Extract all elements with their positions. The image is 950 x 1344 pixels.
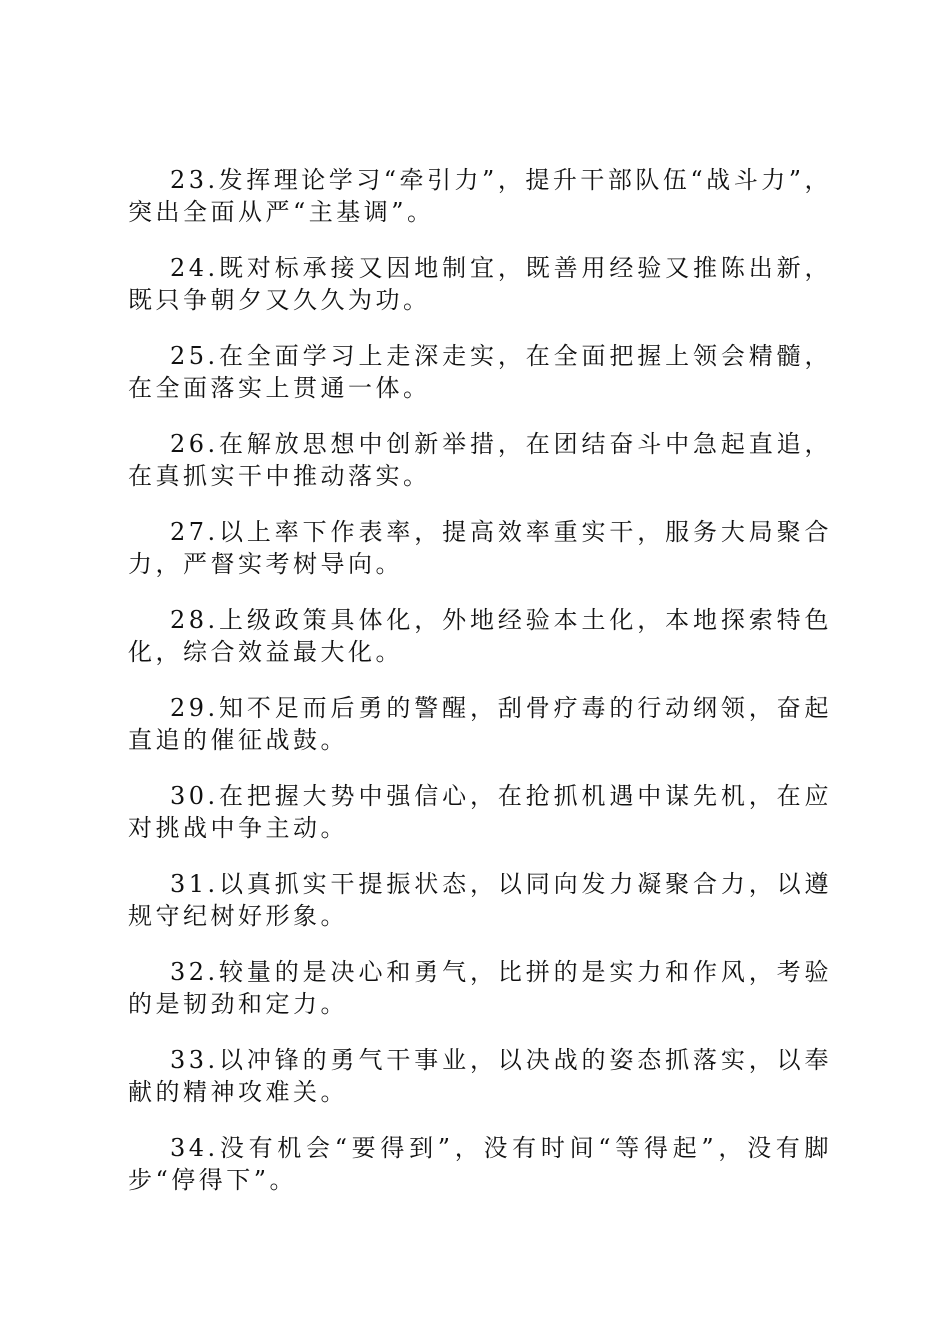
paragraph-26: 26.在解放思想中创新举措，在团结奋斗中急起直追，在真抓实干中推动落实。 xyxy=(128,430,832,490)
paragraph-30: 30.在把握大势中强信心，在抢抓机遇中谋先机，在应对挑战中争主动。 xyxy=(128,782,832,842)
paragraph-23: 23.发挥理论学习“牵引力”，提升干部队伍“战斗力”，突出全面从严“主基调”。 xyxy=(128,166,832,226)
paragraph-32: 32.较量的是决心和勇气，比拼的是实力和作风，考验的是韧劲和定力。 xyxy=(128,958,832,1018)
paragraph-25: 25.在全面学习上走深走实，在全面把握上领会精髓，在全面落实上贯通一体。 xyxy=(128,342,832,402)
document-body xyxy=(128,164,832,1220)
paragraph-29: 29.知不足而后勇的警醒，刮骨疗毒的行动纲领，奋起直追的催征战鼓。 xyxy=(128,694,832,754)
paragraph-28: 28.上级政策具体化，外地经验本土化，本地探索特色化，综合效益最大化。 xyxy=(128,606,832,666)
paragraph-31: 31.以真抓实干提振状态，以同向发力凝聚合力，以遵规守纪树好形象。 xyxy=(128,870,832,930)
paragraph-24: 24.既对标承接又因地制宜，既善用经验又推陈出新，既只争朝夕又久久为功。 xyxy=(128,254,832,314)
paragraph-27: 27.以上率下作表率，提高效率重实干，服务大局聚合力，严督实考树导向。 xyxy=(128,518,832,578)
paragraph-34: 34.没有机会“要得到”，没有时间“等得起”，没有脚步“停得下”。 xyxy=(128,1134,832,1194)
paragraph-33: 33.以冲锋的勇气干事业，以决战的姿态抓落实，以奉献的精神攻难关。 xyxy=(128,1046,832,1106)
